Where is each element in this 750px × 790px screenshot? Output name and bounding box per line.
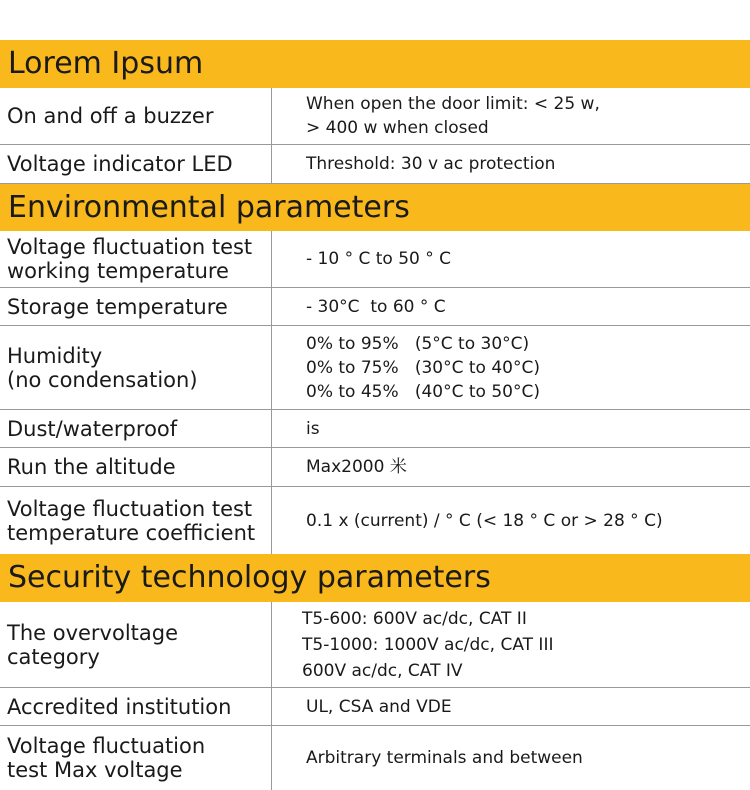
spec-row-overvoltage-category (0, 602, 750, 688)
row-label-line: Voltage fluctuation test (7, 496, 253, 521)
row-value (272, 726, 750, 790)
row-value (272, 487, 750, 554)
row-value (272, 448, 750, 486)
row-label (0, 602, 272, 687)
spec-row-working-temperature (0, 231, 750, 288)
row-label-line: Voltage fluctuation (7, 734, 206, 758)
row-label-line: (no condensation) (7, 367, 198, 392)
row-value (272, 688, 750, 725)
row-value (272, 410, 750, 447)
spec-row-storage-temperature (0, 288, 750, 326)
row-value (272, 88, 750, 144)
row-label (0, 145, 272, 183)
row-value (272, 231, 750, 287)
row-value-line: 0.1 x (current) / ° C (< 18 ° C or > 28 ° C) (306, 510, 663, 531)
row-label (0, 487, 272, 554)
row-label (0, 410, 272, 447)
row-value-line: 0% to 45% (40°C to 50°C) (306, 381, 540, 402)
row-value-line: T5-600: 600V ac/dc, CAT II (302, 608, 527, 629)
spec-row-led (0, 145, 750, 184)
section-header-lorem-ipsum (0, 40, 750, 88)
row-value-line: > 400 w when closed (306, 118, 489, 138)
row-value-line: - 30°C to 60 ° C (306, 296, 446, 317)
row-value-line: 600V ac/dc, CAT IV (302, 660, 463, 681)
row-value-line: 0% to 95% (5°C to 30°C) (306, 333, 530, 354)
spec-row-buzzer (0, 88, 750, 145)
spec-row-accredited-institution (0, 688, 750, 726)
row-label (0, 726, 272, 790)
row-value-line: 0% to 75% (30°C to 40°C) (306, 357, 540, 378)
row-label-line: Run the altitude (7, 455, 176, 479)
section-title: Environmental parameters (8, 189, 410, 225)
row-label-line: working temperature (7, 259, 229, 283)
row-label-line: Accredited institution (7, 694, 232, 719)
section-header-environmental (0, 184, 750, 231)
row-label-line: Humidity (7, 343, 103, 368)
row-label-line: test Max voltage (7, 758, 183, 782)
row-label-line: Storage temperature (7, 294, 228, 319)
spec-row-temperature-coefficient (0, 487, 750, 554)
row-value-line: Max2000 米 (306, 457, 407, 477)
row-value-line: - 10 ° C to 50 ° C (306, 249, 452, 269)
spec-row-max-voltage (0, 726, 750, 790)
row-value (272, 326, 750, 409)
row-value-line: UL, CSA and VDE (306, 696, 452, 717)
row-label-line: On and off a buzzer (7, 104, 214, 128)
row-value-line: Arbitrary terminals and between (306, 748, 583, 768)
row-label (0, 326, 272, 409)
row-value (272, 145, 750, 183)
row-label-line: category (7, 644, 100, 669)
row-label-line: Voltage indicator LED (7, 152, 233, 176)
row-label (0, 88, 272, 144)
row-value-line: T5-1000: 1000V ac/dc, CAT III (302, 634, 554, 655)
section-title: Lorem Ipsum (8, 46, 204, 81)
row-value-line: Threshold: 30 v ac protection (306, 154, 556, 174)
row-label (0, 688, 272, 725)
row-label (0, 231, 272, 287)
row-label (0, 448, 272, 486)
spec-row-dust-waterproof (0, 410, 750, 448)
row-label-line: Voltage fluctuation test (7, 235, 253, 259)
section-header-security (0, 554, 750, 602)
spec-row-altitude (0, 448, 750, 487)
spec-row-humidity (0, 326, 750, 410)
row-label-line: The overvoltage (7, 620, 179, 645)
row-value (272, 602, 750, 687)
row-label (0, 288, 272, 325)
row-label-line: temperature coefficient (7, 520, 256, 545)
section-title: Security technology parameters (8, 560, 491, 595)
row-value (272, 288, 750, 325)
row-value-line: When open the door limit: < 25 w, (306, 94, 600, 114)
row-value-line: is (306, 418, 320, 439)
row-label-line: Dust/waterproof (7, 416, 178, 441)
